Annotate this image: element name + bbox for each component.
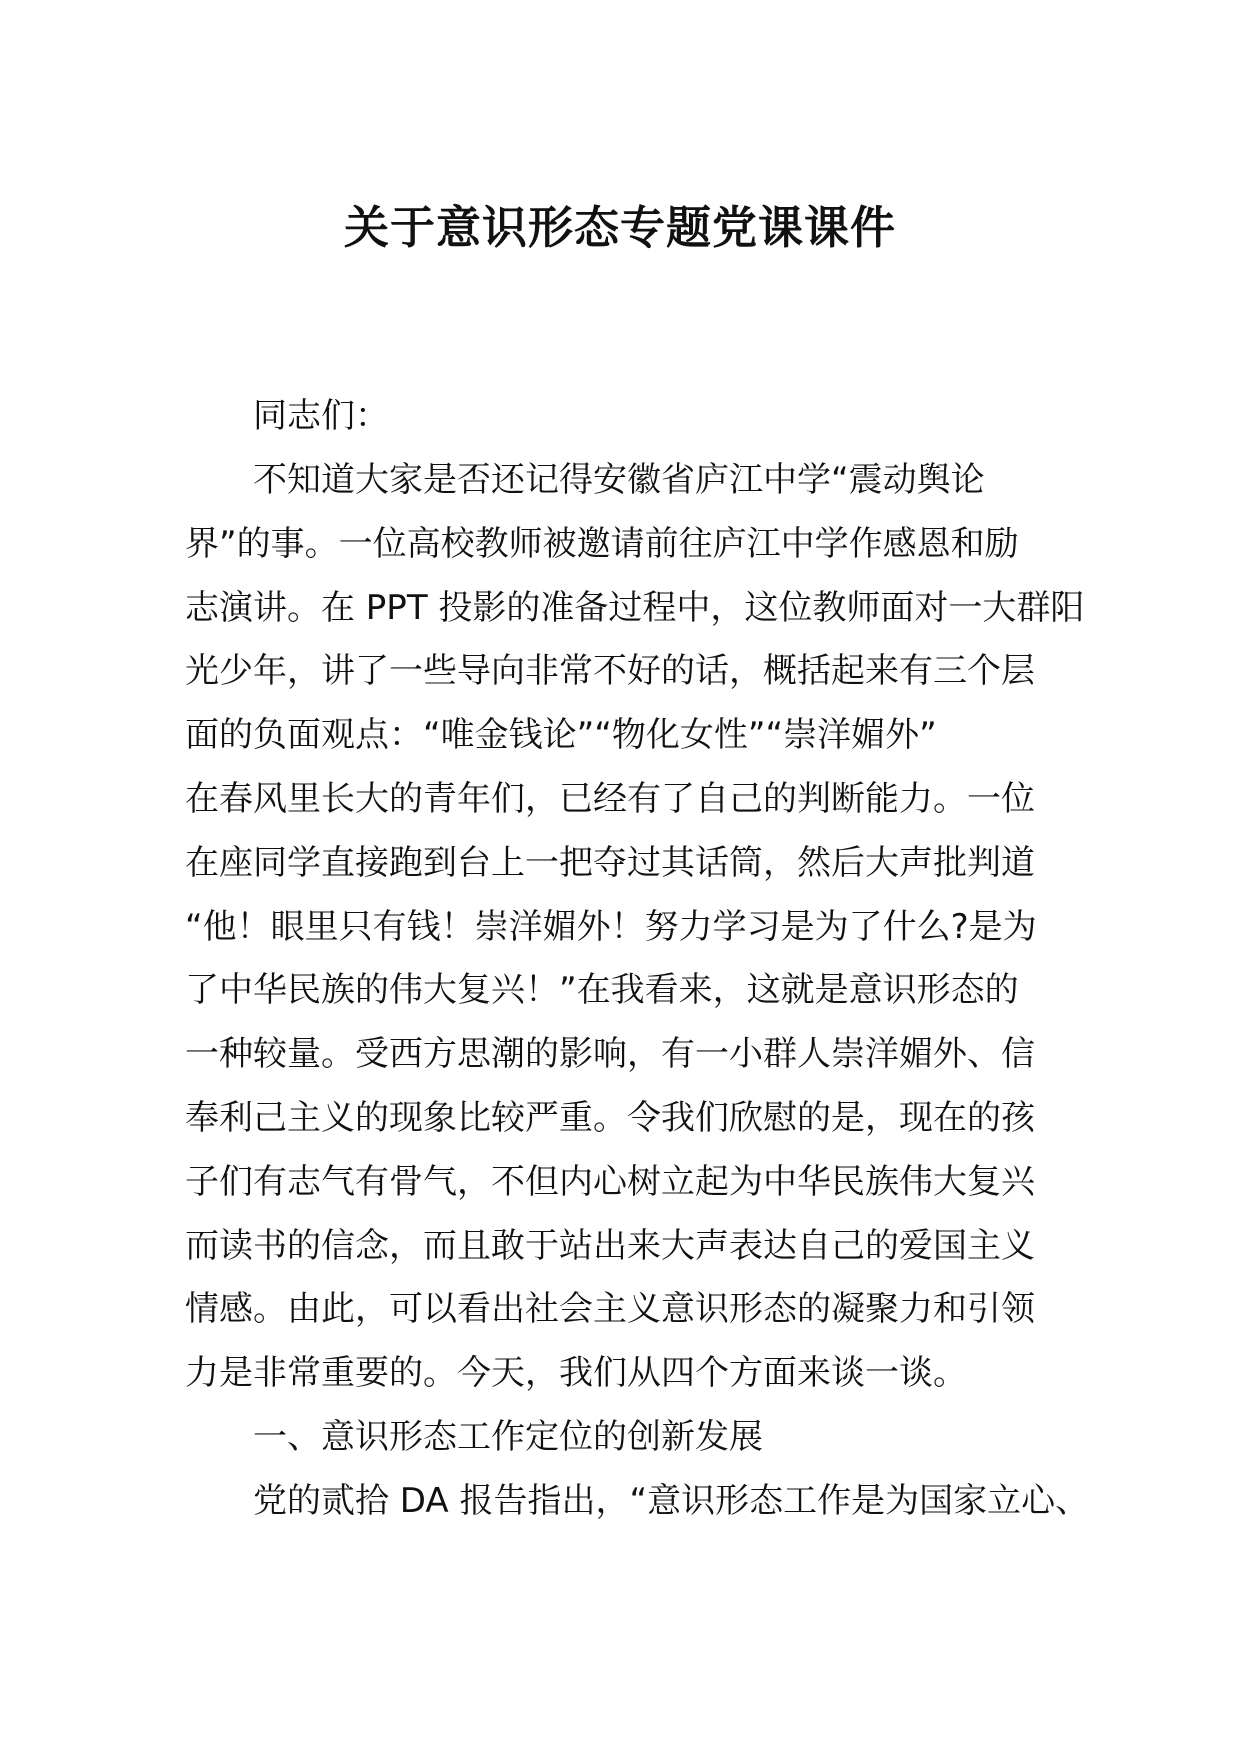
paragraph-line: 力是非常重要的。今天，我们从四个方面来谈一谈。 [185,1353,967,1394]
paragraph-line: 不知道大家是否还记得安徽省庐江中学“震动舆论 [253,460,985,500]
paragraph-line: 在春风里长大的青年们，已经有了自己的判断能力。一位 [185,778,1035,819]
paragraph-line: 面的负面观点：“唯金钱论”“物化女性”“崇洋媚外” [185,715,937,756]
paragraph-line: “他！眼里只有钱！崇洋媚外！努力学习是为了什么?是为 [185,906,1037,947]
paragraph-line: 党的贰拾 DA 报告指出，“意识形态工作是为国家立心、 [253,1480,1090,1521]
paragraph-line: 界”的事。一位高校教师被邀请前往庐江中学作感恩和励 [185,523,1019,564]
document-title: 关于意识形态专题党课课件 [343,201,896,254]
paragraph-line: 子们有志气有骨气，不但内心树立起为中华民族伟大复兴 [185,1161,1035,1202]
paragraph-line: 情感。由此，可以看出社会主义意识形态的凝聚力和引领 [185,1289,1035,1330]
paragraph-line: 光少年，讲了一些导向非常不好的话，概括起来有三个层 [185,651,1035,692]
body-text [185,449,1090,1534]
paragraph-line: 了中华民族的伟大复兴！”在我看来，这就是意识形态的 [185,970,1019,1011]
paragraph-line: 在座同学直接跑到台上一把夺过其话筒，然后大声批判道 [185,842,1035,883]
paragraph-line: 一种较量。受西方思潮的影响，有一小群人崇洋媚外、信 [185,1034,1035,1075]
greeting: 同志们： [253,396,389,436]
paragraph-line: 而读书的信念，而且敢于站出来大声表达自己的爱国主义 [185,1225,1035,1266]
section-heading: 一、意识形态工作定位的创新发展 [253,1416,763,1457]
paragraph-line: 奉利己主义的现象比较严重。令我们欣慰的是，现在的孩 [185,1097,1035,1138]
paragraph-line: 志演讲。在 PPT 投影的准备过程中，这位教师面对一大群阳 [185,587,1085,628]
